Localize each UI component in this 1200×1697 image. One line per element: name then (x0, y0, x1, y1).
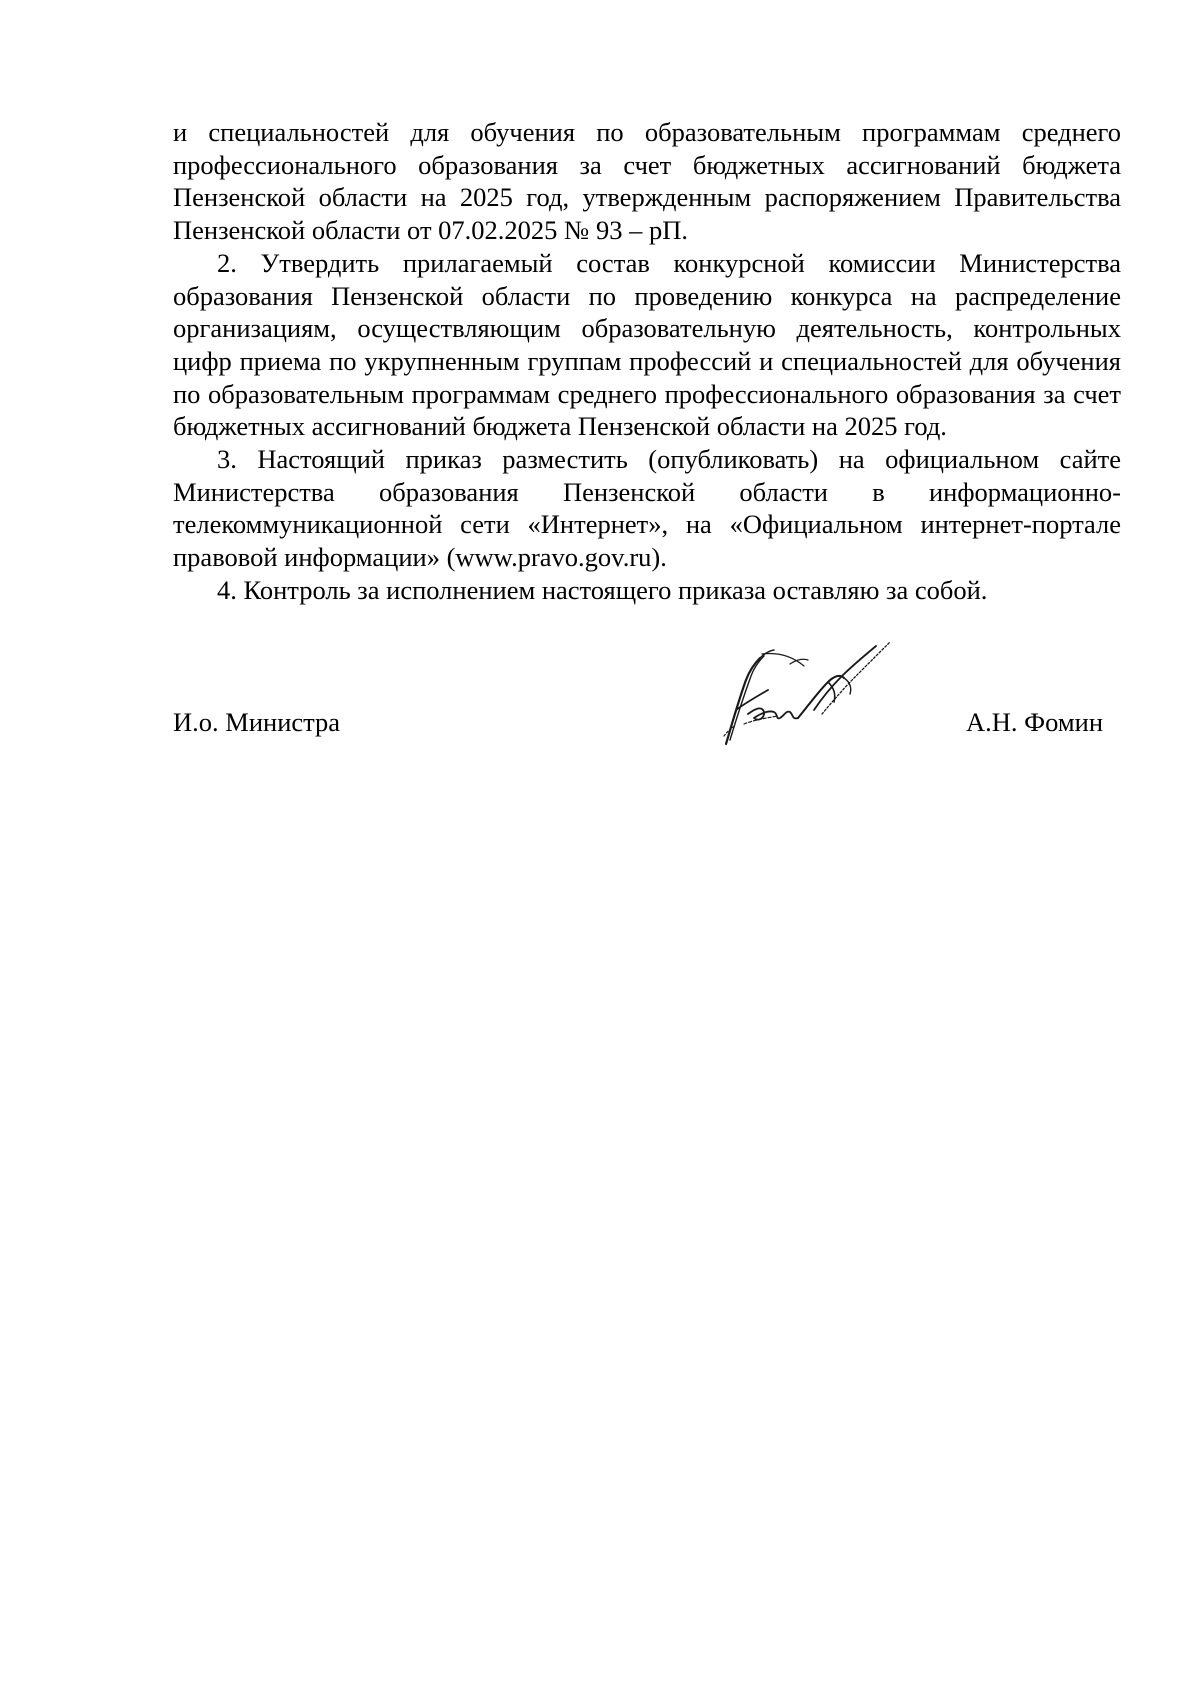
document-body (173, 116, 1121, 607)
paragraph-continuation: и специальностей для обучения по образовательным программам среднего профессионального образования за счет бюджетных ассигнований бюджета Пензенской области на 2025 год, утвержденным распоряжением Правительства Пензенской области от 07.02.2025 № 93 – рП. (173, 117, 1121, 246)
signatory-name: А.Н. Фомин (966, 707, 1103, 737)
paragraph-item-2: 2. Утвердить прилагаемый состав конкурсной комиссии Министерства образования Пензенской области по проведению конкурса на распределение организациям, осуществляющим образовательную деятельность, контрольных цифр приема по укрупненным группам профессий и специальностей для обучения по образовательным программам среднего профессионального образования за счет бюджетных ассигнований бюджета Пензенской области на 2025 год. (173, 247, 1121, 442)
signature-block (173, 700, 1103, 744)
paragraph-item-3: 3. Настоящий приказ разместить (опубликовать) на официальном сайте Министерства образования Пензенской области в информационно-телекоммуникационной сети «Интернет», на «Официальном интернет-портале правовой информации» (www.pravo.gov.ru). (173, 444, 1121, 573)
handwritten-signature-icon (718, 636, 898, 748)
paragraph-item-4: 4. Контроль за исполнением настоящего приказа оставляю за собой. (217, 574, 988, 605)
signatory-role: И.о. Министра (173, 707, 341, 737)
